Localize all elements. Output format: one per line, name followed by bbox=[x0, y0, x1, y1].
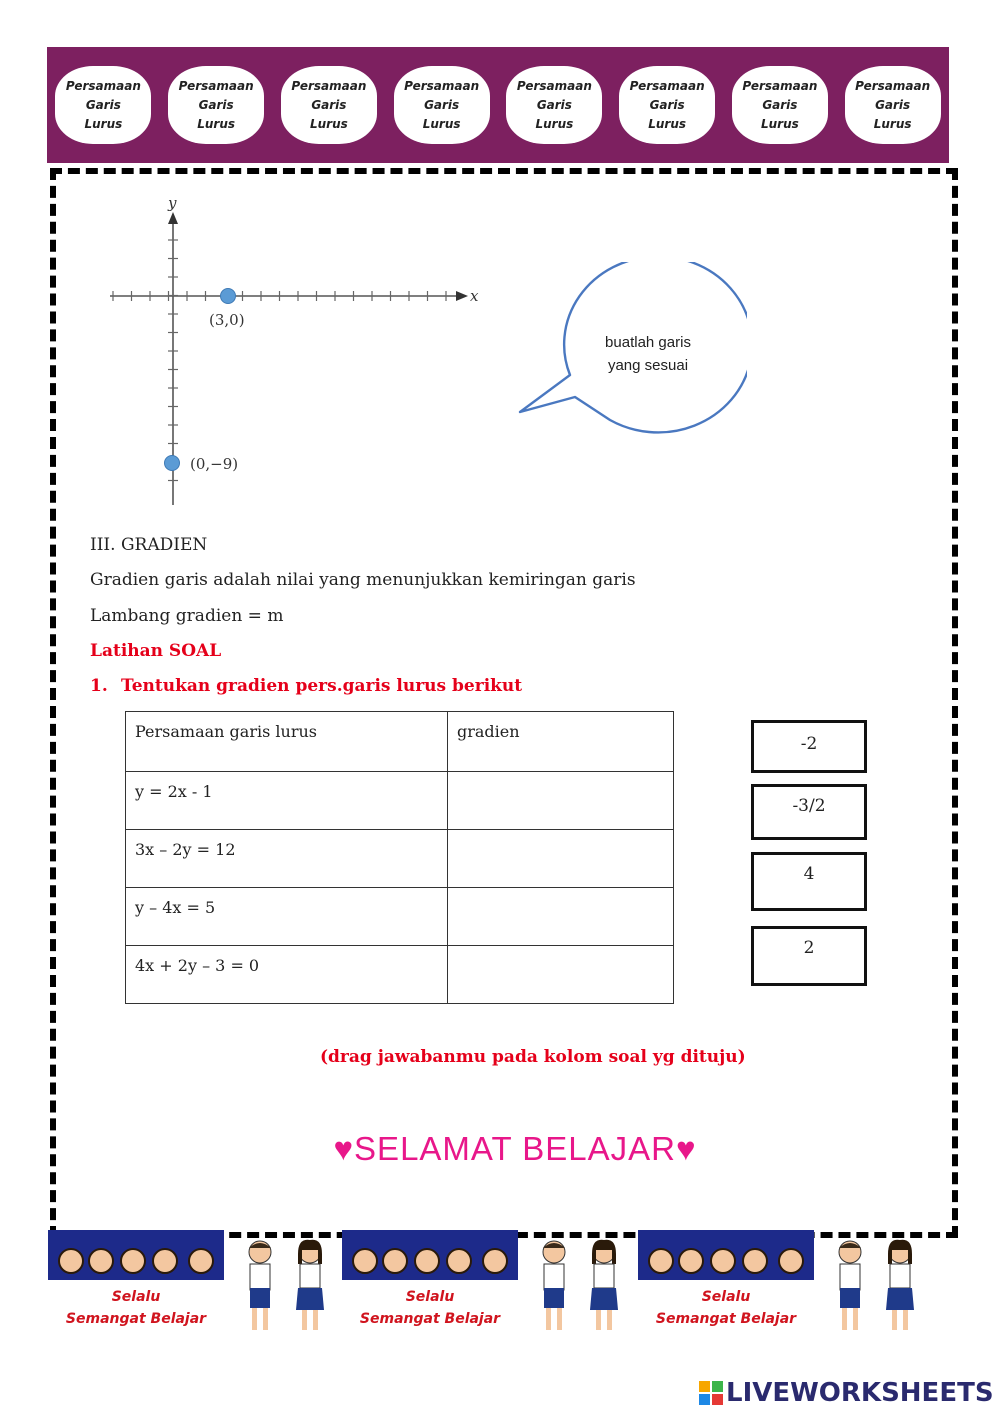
footer-banner-panel bbox=[342, 1230, 518, 1336]
question-number: 1. bbox=[90, 676, 108, 696]
header-gradient: gradien bbox=[448, 712, 674, 772]
gradient-drop-cell[interactable] bbox=[448, 772, 674, 830]
closing-message: ♥SELAMAT BELAJAR♥ bbox=[333, 1130, 697, 1167]
banner-card: Persamaan Garis Lurus bbox=[394, 66, 490, 144]
student-boy-illustration bbox=[238, 1238, 282, 1334]
section-heading: III. GRADIEN bbox=[90, 535, 208, 555]
point-a bbox=[221, 289, 236, 304]
student-girl-illustration bbox=[288, 1238, 332, 1334]
banner-card: Persamaan Garis Lurus bbox=[506, 66, 602, 144]
gradient-drop-cell[interactable] bbox=[448, 888, 674, 946]
footer-banner-text: Selalu Semangat Belajar bbox=[65, 1289, 207, 1327]
liveworksheets-logo-icon bbox=[698, 1380, 724, 1406]
header-equation: Persamaan garis lurus bbox=[126, 712, 448, 772]
table-row bbox=[126, 888, 674, 946]
table-header-row bbox=[126, 712, 674, 772]
gradient-drop-cell[interactable] bbox=[448, 830, 674, 888]
banner-card: Persamaan Garis Lurus bbox=[281, 66, 377, 144]
student-girl-illustration bbox=[582, 1238, 626, 1334]
answer-option-2[interactable]: 2 bbox=[751, 926, 867, 986]
equation-cell: 4x + 2y – 3 = 0 bbox=[126, 946, 448, 1004]
coordinate-graph bbox=[100, 190, 500, 520]
table-row bbox=[126, 946, 674, 1004]
answer-option-neg3-2[interactable]: -3/2 bbox=[751, 784, 867, 840]
equation-cell: 3x – 2y = 12 bbox=[126, 830, 448, 888]
equation-cell: y = 2x - 1 bbox=[126, 772, 448, 830]
kids-illustration bbox=[48, 1230, 224, 1280]
point-b bbox=[165, 456, 180, 471]
footer-banner-panel bbox=[638, 1230, 814, 1336]
question-text: Tentukan gradien pers.garis lurus berikut bbox=[121, 676, 523, 696]
footer-banner-text: Selalu Semangat Belajar bbox=[359, 1289, 501, 1327]
gradient-symbol: Lambang gradien = m bbox=[90, 606, 284, 626]
drag-instruction: (drag jawabanmu pada kolom soal yg dituju) bbox=[320, 1047, 746, 1067]
kids-illustration bbox=[342, 1230, 518, 1280]
point-b-label: (0,−9) bbox=[190, 455, 239, 473]
gradient-table bbox=[125, 711, 674, 1004]
table-row bbox=[126, 772, 674, 830]
banner-card: Persamaan Garis Lurus bbox=[619, 66, 715, 144]
y-axis-arrow-icon bbox=[168, 212, 178, 224]
gradient-definition: Gradien garis adalah nilai yang menunjukkan kemiringan garis bbox=[90, 570, 636, 590]
liveworksheets-wordmark: LIVEWORKSHEETS bbox=[726, 1378, 994, 1408]
student-boy-illustration bbox=[828, 1238, 872, 1334]
table-row bbox=[126, 830, 674, 888]
answer-option-neg2[interactable]: -2 bbox=[751, 720, 867, 773]
answer-option-4[interactable]: 4 bbox=[751, 852, 867, 911]
banner-card: Persamaan Garis Lurus bbox=[168, 66, 264, 144]
student-boy-illustration bbox=[532, 1238, 576, 1334]
x-axis-label: x bbox=[470, 287, 479, 305]
kids-illustration bbox=[638, 1230, 814, 1280]
banner-card: Persamaan Garis Lurus bbox=[732, 66, 828, 144]
point-a-label: (3,0) bbox=[209, 311, 245, 329]
x-axis-arrow-icon bbox=[456, 291, 468, 301]
speech-bubble-text: buatlah garis yang sesuai bbox=[605, 334, 691, 374]
footer-banner-panel bbox=[48, 1230, 224, 1336]
footer-banner-text: Selalu Semangat Belajar bbox=[655, 1289, 797, 1327]
student-girl-illustration bbox=[878, 1238, 922, 1334]
top-banner bbox=[47, 47, 949, 163]
equation-cell: y – 4x = 5 bbox=[126, 888, 448, 946]
y-axis-label: y bbox=[168, 194, 177, 212]
liveworksheets-logo bbox=[698, 1376, 998, 1410]
banner-card: Persamaan Garis Lurus bbox=[845, 66, 941, 144]
banner-card: Persamaan Garis Lurus bbox=[55, 66, 151, 144]
gradient-drop-cell[interactable] bbox=[448, 946, 674, 1004]
exercise-title: Latihan SOAL bbox=[90, 641, 222, 661]
